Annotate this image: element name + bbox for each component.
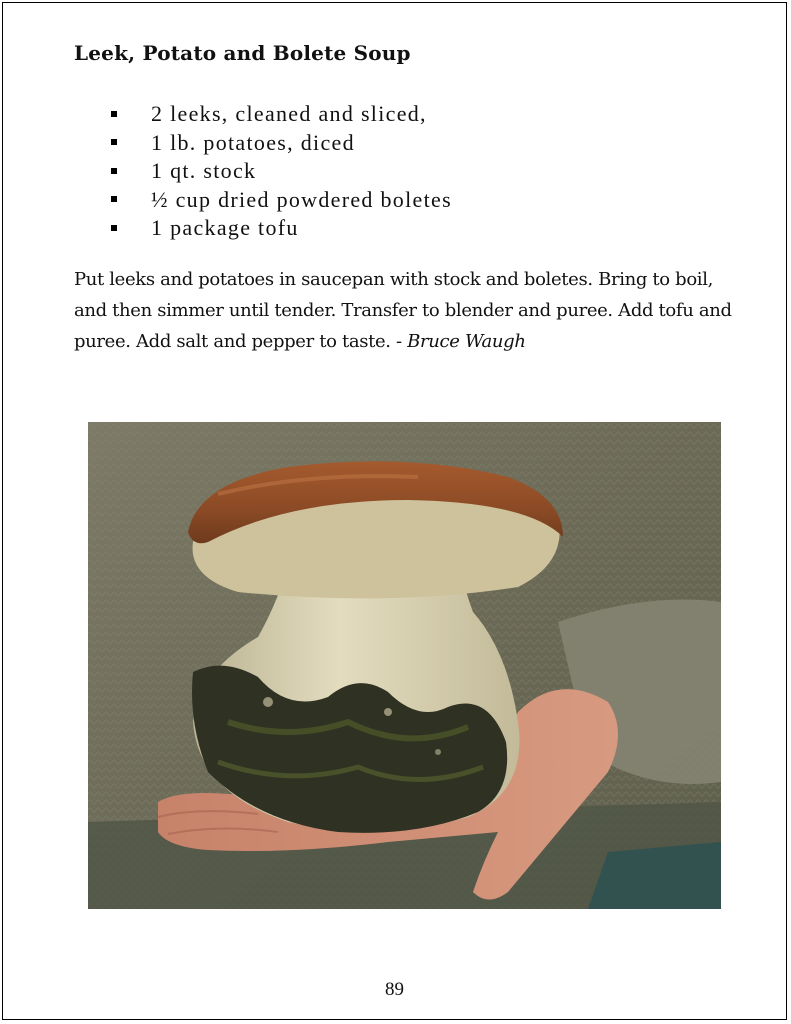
ingredient-text: ½ cup dried powdered boletes <box>151 186 452 212</box>
list-item <box>111 100 452 129</box>
square-bullet-icon <box>111 225 117 231</box>
recipe-attribution: Bruce Waugh <box>407 331 526 352</box>
document-page <box>2 2 787 1020</box>
ingredient-list <box>111 100 452 243</box>
square-bullet-icon <box>111 168 117 174</box>
list-item <box>111 129 452 158</box>
bolete-mushroom-photo <box>88 422 721 909</box>
square-bullet-icon <box>111 196 117 202</box>
list-item <box>111 186 452 215</box>
square-bullet-icon <box>111 111 117 117</box>
ingredient-text: 2 leeks, cleaned and sliced, <box>151 101 427 126</box>
list-item <box>111 214 452 243</box>
ingredient-text: 1 qt. stock <box>151 158 257 183</box>
list-item <box>111 157 452 186</box>
mushroom-illustration <box>88 422 721 909</box>
recipe-title: Leek, Potato and Bolete Soup <box>74 41 411 65</box>
recipe-instructions <box>74 264 734 357</box>
instructions-text: Put leeks and potatoes in saucepan with stock and boletes. Bring to boil, and then simmer until tender. Transfer to blender and puree. Add tofu and puree. Add salt and pepper to taste. - <box>74 269 732 352</box>
square-bullet-icon <box>111 139 117 145</box>
ingredient-text: 1 package tofu <box>151 215 299 240</box>
ingredient-text: 1 lb. potatoes, diced <box>151 129 355 155</box>
page-number: 89 <box>385 979 404 1000</box>
